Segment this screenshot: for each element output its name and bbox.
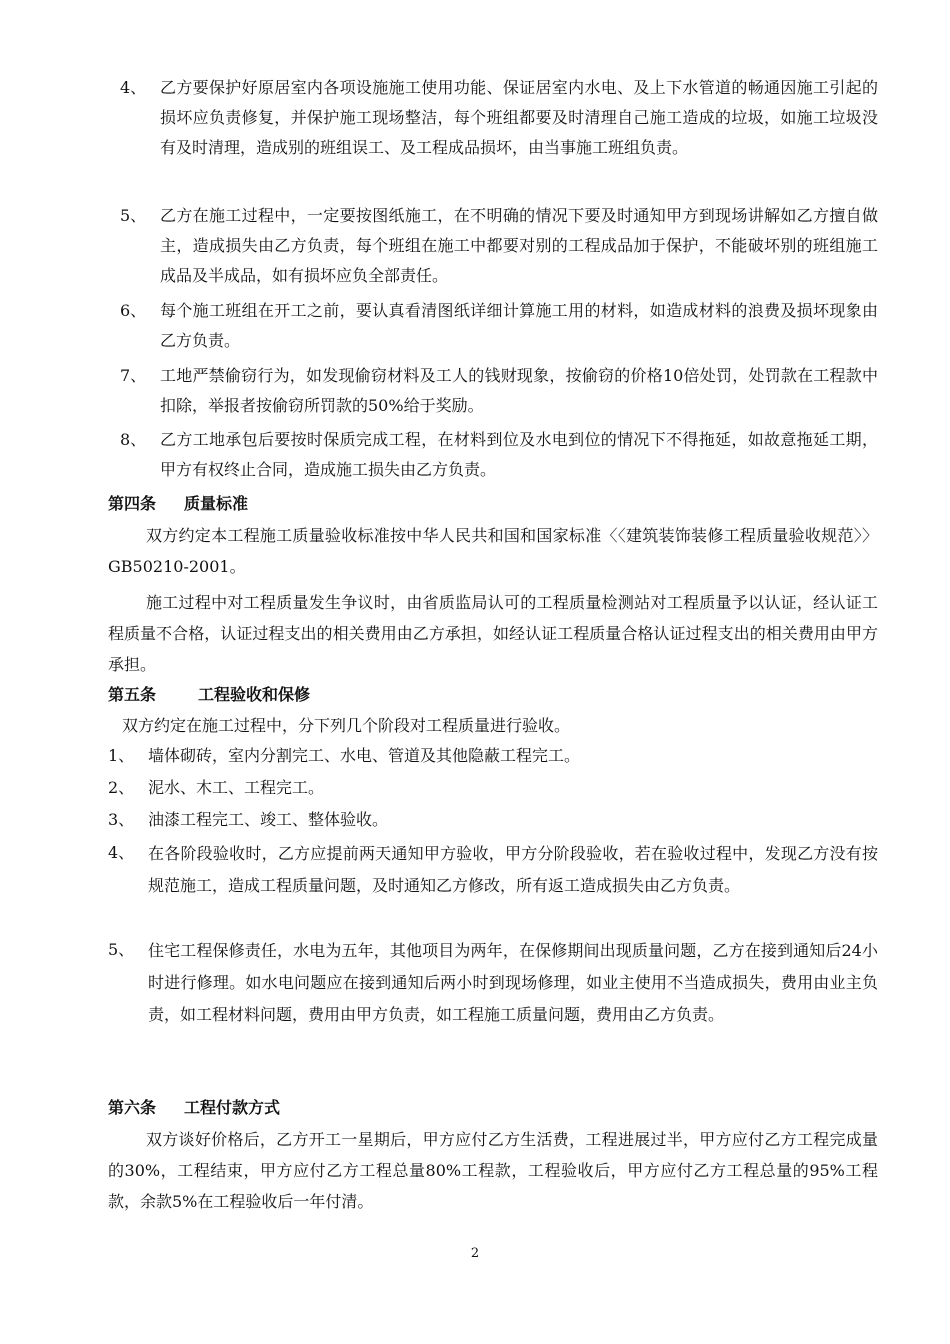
article-label: 第四条	[108, 494, 157, 513]
article-title: 工程验收和保修	[198, 685, 311, 704]
article5-item-1	[108, 741, 878, 771]
article3-item-8	[108, 425, 878, 485]
article-title: 工程付款方式	[184, 1098, 281, 1117]
item-number: 7、	[120, 366, 147, 385]
item-text: 住宅工程保修责任，水电为五年，其他项目为两年，在保修期间出现质量问题，乙方在接到通知后24小时进行修理。如水电问题应在接到通知后两小时到现场修理，如业主使用不当造成损失，费用由业主负责，如工程材料问题，费用由甲方负责，如工程施工质量问题，费用由乙方负责。	[148, 941, 878, 1024]
item-number: 5、	[108, 940, 135, 959]
item-number: 4、	[120, 78, 147, 97]
item-text: 在各阶段验收时，乙方应提前两天通知甲方验收，甲方分阶段验收，若在验收过程中，发现乙方没有按规范施工，造成工程质量问题，及时通知乙方修改，所有返工造成损失由乙方负责。	[148, 844, 878, 895]
article5-item-3	[108, 805, 878, 835]
item-number: 8、	[120, 430, 147, 449]
article5-heading	[108, 680, 310, 710]
article5-intro: 双方约定在施工过程中，分下列几个阶段对工程质量进行验收。	[122, 716, 571, 735]
item-text: 泥水、木工、工程完工。	[148, 778, 325, 797]
article3-item-6	[108, 296, 878, 356]
article5-item-5	[108, 935, 878, 1031]
page-number: 2	[470, 1246, 480, 1261]
item-text: 乙方工地承包后要按时保质完成工程，在材料到位及水电到位的情况下不得拖延，如故意拖延工期，甲方有权终止合同，造成施工损失由乙方负责。	[160, 430, 878, 479]
article-title: 质量标准	[184, 494, 249, 513]
item-text: 乙方要保护好原居室内各项设施施工使用功能、保证居室内水电、及上下水管道的畅通因施工引起的损坏应负责修复，并保护施工现场整洁，每个班组都要及时清理自己施工造成的垃圾，如施工垃圾没有及时清理，造成别的班组误工、及工程成品损坏，由当事施工班组负责。	[160, 78, 878, 157]
item-number: 5、	[120, 206, 147, 225]
item-text: 工地严禁偷窃行为，如发现偷窃材料及工人的钱财现象，按偷窃的价格10倍处罚，处罚款在工程款中扣除，举报者按偷窃所罚款的50%给于奖励。	[160, 366, 878, 415]
article-label: 第六条	[108, 1098, 157, 1117]
article5-item-2	[108, 773, 878, 803]
article5-item-4	[108, 838, 878, 902]
article6-paragraph: 双方谈好价格后，乙方开工一星期后，甲方应付乙方生活费，工程进展过半，甲方应付乙方工程完成量的30%，工程结束，甲方应付乙方工程总量80%工程款，工程验收后，甲方应付乙方工程总量的95%工程款，余款5%在工程验收后一年付清。	[108, 1130, 878, 1211]
article-label: 第五条	[108, 685, 157, 704]
article6-heading	[108, 1093, 280, 1123]
article4-paragraph-2: 施工过程中对工程质量发生争议时，由省质监局认可的工程质量检测站对工程质量予以认证，经认证工程质量不合格，认证过程支出的相关费用由乙方承担，如经认证工程质量合格认证过程支出的相关费用由甲方承担。	[108, 593, 878, 674]
article3-item-5	[108, 201, 878, 291]
item-number: 3、	[108, 810, 135, 829]
item-text: 墙体砌砖，室内分割完工、水电、管道及其他隐蔽工程完工。	[148, 746, 581, 765]
article4-heading	[108, 489, 248, 519]
item-text: 油漆工程完工、竣工、整体验收。	[148, 810, 389, 829]
item-number: 2、	[108, 778, 135, 797]
item-number: 4、	[108, 843, 135, 862]
item-text: 乙方在施工过程中，一定要按图纸施工，在不明确的情况下要及时通知甲方到现场讲解如乙方擅自做主，造成损失由乙方负责，每个班组在施工中都要对别的工程成品加于保护，不能破坏别的班组施工成品及半成品，如有损坏应负全部责任。	[160, 206, 878, 285]
item-number: 6、	[120, 301, 147, 320]
article3-item-4	[108, 73, 878, 163]
item-number: 1、	[108, 746, 135, 765]
article3-item-7	[108, 361, 878, 421]
item-text: 每个施工班组在开工之前，要认真看清图纸详细计算施工用的材料，如造成材料的浪费及损坏现象由乙方负责。	[160, 301, 878, 350]
article4-paragraph-1: 双方约定本工程施工质量验收标准按中华人民共和国和国家标准〈〈建筑装饰装修工程质量验收规范〉〉GB50210-2001。	[108, 526, 878, 576]
